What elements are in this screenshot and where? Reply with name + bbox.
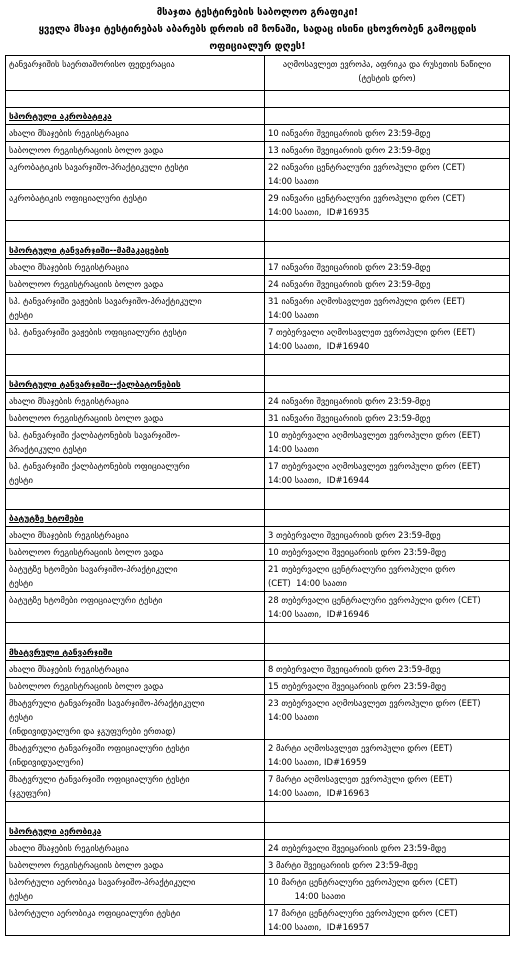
date-text: 14:00 საათი, ID#16957 [268,922,370,932]
event-text: ტესტი [9,891,33,901]
date-text: 17 მარტი ცენტრალური ევროპული დრო (CET) [268,908,458,918]
table-row [6,527,510,544]
date-text: 24 იანვარი შვეიცარიის დრო 23:59-მდე [268,396,431,406]
event-cell [6,905,265,936]
event-cell [6,592,265,623]
table-row [6,393,510,410]
title-line-2: ყველა მსაჯი ტესტირებას აბარებს დროის იმ ზონაში, სადაც ისინი ცხოვრობენ გამოცდის [38,24,477,35]
date-text: 22 იანვარი ცენტრალური ევროპული დრო (CET) [268,162,466,172]
date-text: 3 მარტი შვეიცარიის დრო 23:59-მდე [268,860,418,870]
event-cell [6,740,265,771]
event-text: (ინდივიდუალური და ჯგუფურები ერთად) [9,726,176,736]
date-cell [265,678,510,695]
date-cell [265,857,510,874]
event-text: საბოლოო რეგისტრაციის ბოლო ვადა [9,681,164,691]
spacer-row [6,489,510,510]
event-cell [6,259,265,276]
spacer-cell [265,91,510,108]
document-page [5,4,510,936]
event-text: ახალი მსაჯების რეგისტრაცია [9,530,129,540]
event-cell [6,458,265,489]
event-cell [6,771,265,802]
section-empty-cell [265,376,510,393]
table-row [6,740,510,771]
event-text: სპორტული აერობიკა სავარჯიშო-პრაქტიკული [9,877,196,887]
event-text: (ჯგუფური) [9,788,51,798]
header-left-cell [6,56,265,91]
date-text: 31 იანვარი აღმოსავლეთ ევროპული დრო (EET) [268,296,466,306]
title-line-3: ოფიციალურ დღეს! [209,41,306,52]
date-text: 31 იანვარი შვეიცარიის დრო 23:59-მდე [268,413,431,423]
date-text: 28 თებერვალი ცენტრალური ევროპული დრო (CET) [268,595,481,605]
date-cell [265,740,510,771]
section-title: სპორტული აკრობატიკა [9,111,112,121]
date-text: 14:00 საათი, ID#16935 [268,207,370,217]
event-text: (ინდივიდუალური) [9,757,84,767]
date-text: 10 მარტი ცენტრალური ევროპული დრო (CET) [268,877,458,887]
date-text: 17 იანვარი შვეიცარიის დრო 23:59-მდე [268,262,431,272]
event-text: აკრობატიკის სავარჯიშო-პრაქტიკული ტესტი [9,162,189,172]
spacer-cell [6,489,265,510]
table-row [6,410,510,427]
event-text: საბოლოო რეგისტრაციის ბოლო ვადა [9,279,164,289]
event-text: ტესტი [9,712,33,722]
table-row [6,840,510,857]
date-text: 10 იანვარი შვეიცარიის დრო 23:59-მდე [268,128,431,138]
date-text: 7 მარტი აღმოსავლეთ ევროპული დრო (EET) [268,774,453,784]
event-text: სპ. ტანვარჯიში ვაჟების სავარჯიშო-პრაქტიკული [9,296,202,306]
date-cell [265,592,510,623]
section-header-row [6,108,510,125]
date-cell [265,458,510,489]
date-text: 13 იანვარი შვეიცარიის დრო 23:59-მდე [268,145,431,155]
table-row [6,142,510,159]
event-cell [6,874,265,905]
header-right-line-1: აღმოსავლეთ ევროპა, აფრიკა და რუსეთის ნაწილი [282,59,492,69]
event-text: სპ. ტანვარჯიში ქალბატონების სავარჯიშო- [9,430,181,440]
header-row [6,56,510,91]
section-title-cell [6,644,265,661]
date-text: 3 თებერვალი შვეიცარიის დრო 23:59-მდე [268,530,441,540]
date-cell [265,771,510,802]
event-cell [6,190,265,221]
section-header-row [6,823,510,840]
table-row [6,324,510,355]
date-text: 24 თებერვალი შვეიცარიის დრო 23:59-მდე [268,843,447,853]
table-row [6,561,510,592]
section-empty-cell [265,510,510,527]
spacer-cell [265,221,510,242]
event-cell [6,276,265,293]
spacer-row [6,623,510,644]
event-text: პრაქტიკული ტესტი [9,444,87,454]
date-text: 24 იანვარი შვეიცარიის დრო 23:59-მდე [268,279,431,289]
spacer-cell [6,623,265,644]
document-title [5,4,510,55]
table-row [6,678,510,695]
event-cell [6,544,265,561]
event-text: სპ. ტანვარჯიში ქალბატონების ოფიციალური [9,461,190,471]
date-cell [265,874,510,905]
date-text: 14:00 საათი [268,176,319,186]
section-title-cell [6,108,265,125]
section-header-row [6,376,510,393]
date-cell [265,695,510,740]
section-empty-cell [265,644,510,661]
date-cell [265,840,510,857]
section-empty-cell [265,823,510,840]
spacer-row [6,355,510,376]
date-text: 8 თებერვალი შვეიცარიის დრო 23:59-მდე [268,664,441,674]
section-header-row [6,644,510,661]
event-cell [6,661,265,678]
event-text: საბოლოო რეგისტრაციის ბოლო ვადა [9,860,164,870]
date-cell [265,393,510,410]
date-text: 10 თებერვალი აღმოსავლეთ ევროპული დრო (EET) [268,430,481,440]
section-title: სპორტული ტანვარჯიში--ქალბატონების [9,379,181,389]
header-right-cell [265,56,510,91]
table-row [6,125,510,142]
event-text: საბოლოო რეგისტრაციის ბოლო ვადა [9,547,164,557]
event-text: მხატვრული ტანვარჯიში ოფიციალური ტესტი [9,743,190,753]
date-cell [265,125,510,142]
table-row [6,427,510,458]
event-cell [6,840,265,857]
section-title-cell [6,823,265,840]
spacer-cell [6,91,265,108]
table-row [6,259,510,276]
section-title: სპორტული აერობიკა [9,826,102,836]
header-right-line-2: (ტესტის დრო) [358,73,416,83]
date-text: 14:00 საათი, ID#16944 [268,475,370,485]
section-title-cell [6,242,265,259]
date-text: 2 მარტი აღმოსავლეთ ევროპული დრო (EET) [268,743,453,753]
date-cell [265,276,510,293]
table-row [6,857,510,874]
date-cell [265,561,510,592]
title-line-1: მსაჯთა ტესტირების საბოლოო გრაფიკი! [156,7,359,18]
section-title: მხატვრული ტანვარჯიში [9,647,113,657]
date-text: 14:00 საათი [268,444,319,454]
date-cell [265,259,510,276]
spacer-cell [265,623,510,644]
date-cell [265,427,510,458]
date-cell [265,527,510,544]
event-text: სპ. ტანვარჯიში ვაჟების ოფიციალური ტესტი [9,327,187,337]
table-row [6,695,510,740]
date-text: 14:00 საათი, ID#16946 [268,609,370,619]
event-text: ტესტი [9,475,33,485]
date-text: 14:00 საათი [268,712,319,722]
event-text: ახალი მსაჯების რეგისტრაცია [9,128,129,138]
date-text: 15 თებერვალი შვეიცარიის დრო 23:59-მდე [268,681,447,691]
spacer-cell [265,489,510,510]
table-row [6,159,510,190]
table-row [6,592,510,623]
date-text: 21 თებერვალი ცენტრალური ევროპული დრო [268,564,456,574]
section-title-cell [6,376,265,393]
table-row [6,458,510,489]
event-text: ახალი მსაჯების რეგისტრაცია [9,396,129,406]
date-text: 14:00 საათი, ID#16959 [268,757,367,767]
event-text: ბატუტზე ხტომები ოფიციალური ტესტი [9,595,163,605]
section-empty-cell [265,242,510,259]
event-text: ახალი მსაჯების რეგისტრაცია [9,843,129,853]
event-cell [6,427,265,458]
spacer-row [6,221,510,242]
date-cell [265,159,510,190]
spacer-cell [6,355,265,376]
event-cell [6,125,265,142]
event-cell [6,527,265,544]
event-text: ახალი მსაჯების რეგისტრაცია [9,664,129,674]
event-cell [6,293,265,324]
event-text: აკრობატიკის ოფიციალური ტესტი [9,193,147,203]
table-row [6,905,510,936]
event-cell [6,678,265,695]
date-text: (CET) 14:00 საათი [268,578,347,588]
section-title: სპორტული ტანვარჯიში--მამაკაცების [9,245,169,255]
date-cell [265,410,510,427]
event-text: სპორტული აერობიკა ოფიციალური ტესტი [9,908,181,918]
date-cell [265,661,510,678]
spacer-cell [6,221,265,242]
spacer-row [6,802,510,823]
event-cell [6,857,265,874]
event-cell [6,324,265,355]
date-text: 23 თებერვალი აღმოსავლეთ ევროპული დრო (EET) [268,698,481,708]
date-text: 14:00 საათი, ID#16940 [268,341,370,351]
date-cell [265,293,510,324]
date-text: 29 იანვარი ცენტრალური ევროპული დრო (CET) [268,193,466,203]
event-text: მხატვრული ტანვარჯიში სავარჯიშო-პრაქტიკული [9,698,205,708]
schedule-table [5,55,510,936]
date-cell [265,324,510,355]
event-text: ტესტი [9,578,33,588]
event-text: ახალი მსაჯების რეგისტრაცია [9,262,129,272]
event-cell [6,142,265,159]
section-title: ბატუტზე ხტომები [9,513,84,523]
table-row [6,293,510,324]
event-text: საბოლოო რეგისტრაციის ბოლო ვადა [9,413,164,423]
date-text: 14:00 საათი, ID#16963 [268,788,370,798]
spacer-cell [265,355,510,376]
spacer-cell [6,802,265,823]
table-row [6,874,510,905]
date-text: 17 თებერვალი აღმოსავლეთ ევროპული დრო (EET) [268,461,481,471]
date-text: 7 თებერვალი აღმოსავლეთ ევროპული დრო (EET) [268,327,476,337]
table-row [6,544,510,561]
date-cell [265,905,510,936]
event-text: ბატუტზე ხტომები სავარჯიშო-პრაქტიკული [9,564,178,574]
event-text: საბოლოო რეგისტრაციის ბოლო ვადა [9,145,164,155]
section-empty-cell [265,108,510,125]
event-cell [6,410,265,427]
event-cell [6,159,265,190]
table-row [6,661,510,678]
spacer-cell [265,802,510,823]
date-cell [265,544,510,561]
section-header-row [6,510,510,527]
date-text: 14:00 საათი [268,310,319,320]
table-row [6,276,510,293]
event-text: მხატვრული ტანვარჯიში ოფიციალური ტესტი [9,774,190,784]
date-cell [265,190,510,221]
table-row [6,771,510,802]
date-text: 10 თებერვალი შვეიცარიის დრო 23:59-მდე [268,547,447,557]
event-cell [6,393,265,410]
date-text: 14:00 საათი [268,891,346,901]
spacer-row [6,91,510,108]
date-cell [265,142,510,159]
event-cell [6,695,265,740]
header-left-text: ტანვარჯიშის საერთაშორისო ფედერაცია [9,59,175,69]
section-title-cell [6,510,265,527]
section-header-row [6,242,510,259]
table-row [6,190,510,221]
event-text: ტესტი [9,310,33,320]
event-cell [6,561,265,592]
